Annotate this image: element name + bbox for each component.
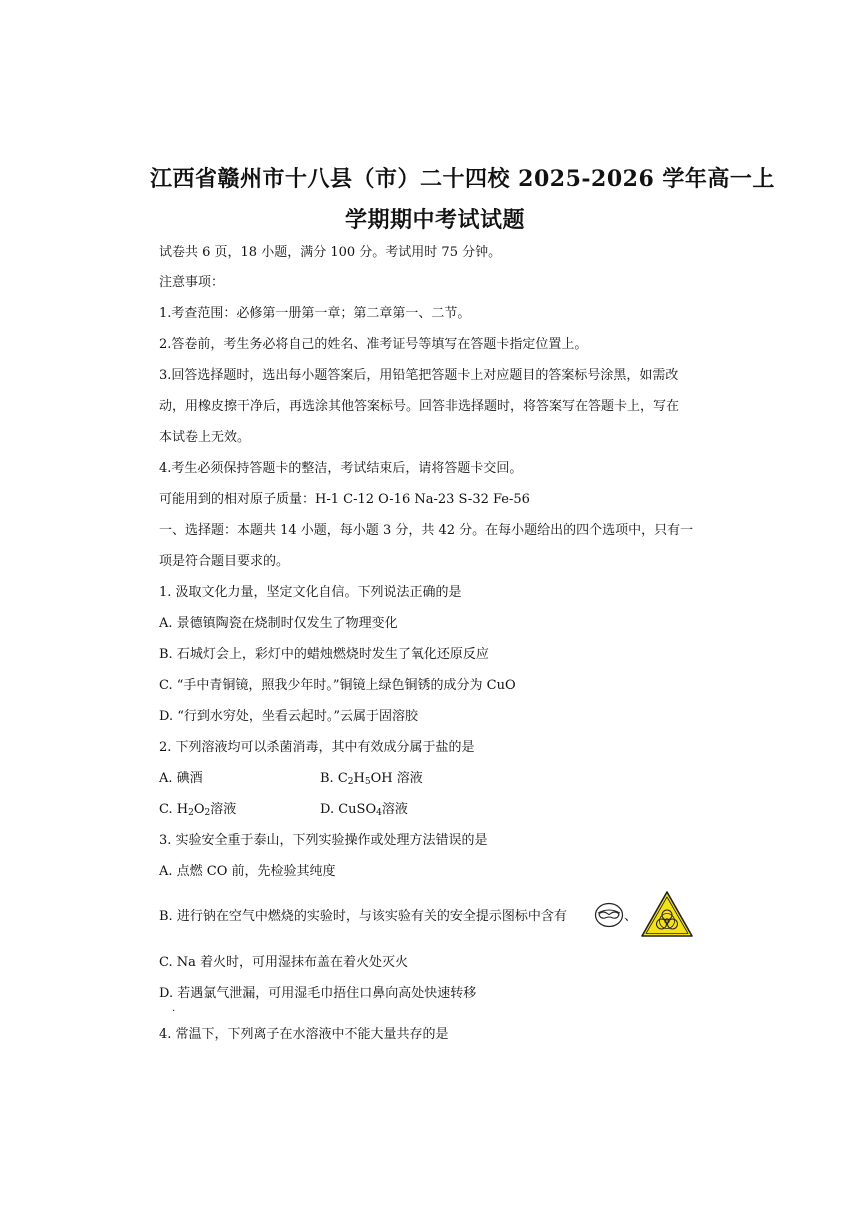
intro-text: 试卷共 6 页，18 小题，满分 100 分。考试用时 75 分钟。 bbox=[159, 245, 502, 260]
stray-dot: · bbox=[172, 1006, 176, 1017]
note-3-line-1: 3.回答选择题时，选出每小题答案后，用铅笔把答题卡上对应题目的答案标号涂黑，如需改 bbox=[159, 368, 679, 383]
q1-option-c: C. “手中青铜镜，照我少年时。”铜镜上绿色铜锈的成分为 CuO bbox=[159, 678, 516, 693]
notes-heading: 注意事项： bbox=[159, 275, 225, 290]
section-1-instructions-line-2: 项是符合题目要求的。 bbox=[159, 554, 290, 569]
goggles-icon bbox=[594, 902, 624, 928]
atomic-masses: 可能用到的相对原子质量：H-1 C-12 O-16 Na-23 S-32 Fe-56 bbox=[159, 492, 530, 507]
q3-option-a: A. 点燃 CO 前，先检验其纯度 bbox=[159, 864, 336, 879]
q2-stem: 2. 下列溶液均可以杀菌消毒，其中有效成分属于盐的是 bbox=[159, 740, 475, 755]
note-4: 4.考生必须保持答题卡的整洁，考试结束后，请将答题卡交回。 bbox=[159, 461, 523, 476]
note-3-line-3: 本试卷上无效。 bbox=[159, 430, 251, 445]
q3-stem: 3. 实验安全重于泰山，下列实验操作或处理方法错误的是 bbox=[159, 833, 488, 848]
q2-option-a: A. 碘酒 bbox=[159, 771, 203, 786]
q1-option-b: B. 石城灯会上，彩灯中的蜡烛燃烧时发生了氧化还原反应 bbox=[159, 647, 489, 662]
q4-stem: 4. 常温下，下列离子在水溶液中不能大量共存的是 bbox=[159, 1027, 449, 1042]
q2-option-b: B. $C_2H_5OH$ 溶液 bbox=[320, 771, 423, 787]
q1-stem: 1. 汲取文化力量，坚定文化自信。下列说法正确的是 bbox=[159, 585, 462, 600]
section-1-instructions-line-1: 一、选择题：本题共 14 小题，每小题 3 分，共 42 分。在每小题给出的四个选项中，只有一 bbox=[159, 523, 694, 538]
q1-option-d: D. “行到水穷处，坐看云起时。”云属于固溶胶 bbox=[159, 709, 419, 724]
q3-option-d: D. 若遇氯气泄漏，可用湿毛巾捂住口鼻向高处快速转移 bbox=[159, 986, 477, 1001]
q3-option-c: C. Na 着火时，可用湿抹布盖在着火处灭火 bbox=[159, 955, 409, 970]
title-line-1: 江西省赣州市十八县（市）二十四校 2025-2026 学年高一上 bbox=[150, 166, 775, 192]
note-2: 2.答卷前，考生务必将自己的姓名、准考证号等填写在答题卡指定位置上。 bbox=[159, 337, 588, 352]
q2-option-d: D. CuSO$_4$溶液 bbox=[320, 802, 408, 818]
note-3-line-2: 动，用橡皮擦干净后，再选涂其他答案标号。回答非选择题时，将答案写在答题卡上，写在 bbox=[159, 399, 680, 414]
q3-option-b: B. 进行钠在空气中燃烧的实验时，与该实验有关的安全提示图标中含有 bbox=[159, 909, 567, 924]
biohazard-warning-icon bbox=[640, 890, 694, 938]
q1-option-a: A. 景德镇陶瓷在烧制时仅发生了物理变化 bbox=[159, 616, 398, 631]
icon-separator: 、 bbox=[624, 909, 638, 924]
q2-option-c: C. $H_2O_2$溶液 bbox=[159, 802, 237, 818]
note-1: 1.考查范围：必修第一册第一章；第二章第一、二节。 bbox=[159, 306, 471, 321]
title-line-2: 学期期中考试试题 bbox=[344, 207, 525, 233]
